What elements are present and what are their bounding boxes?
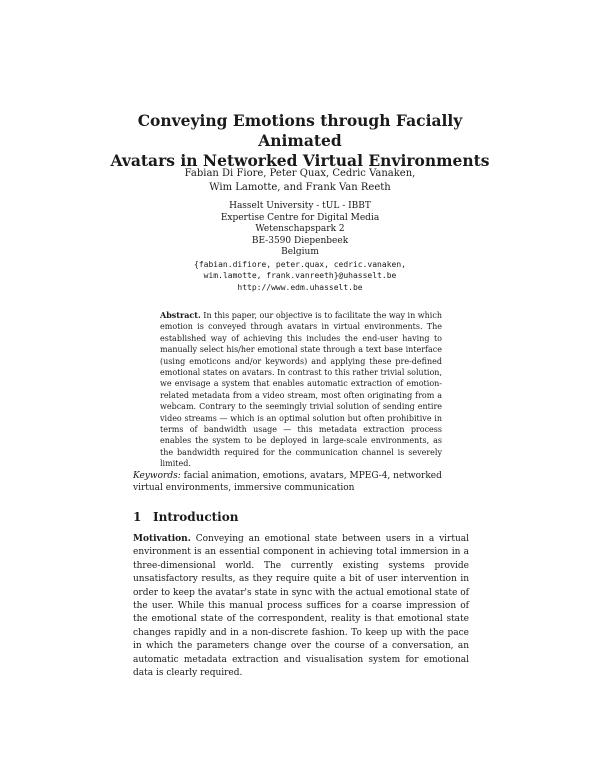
section-title: Introduction bbox=[153, 510, 239, 524]
section-heading bbox=[133, 510, 238, 524]
abstract-text: In this paper, our objective is to facilitate the way in which emotion is conveyed through avatars in virtual environments. The established way of achieving this includes the end-user having to manually select his/her emotional state through a text base interface (using emoticons and/or keywords) and applying these pre-defined emotional states on avatars. In contrast to this rather trivial solution, we envisage a system that enables automatic extraction of emotion-related metadata from a video stream, most often originating from a webcam. Contrary to the seemingly trivial solution of sending entire video streams — which is an optimal solution but often prohibitive in terms of bandwidth usage — this metadata extraction process enables the system to be deployed in large-scale environments, as the bandwidth required for the communication channel is severely limited. bbox=[160, 311, 442, 469]
website-link[interactable]: http://www.edm.uhasselt.be bbox=[237, 282, 363, 292]
keywords-label: Keywords: bbox=[133, 471, 181, 481]
email-line: {fabian.difiore, peter.quax, cedric.vanaken, bbox=[194, 259, 406, 269]
email-line: wim.lamotte, frank.vanreeth}@uhasselt.be bbox=[203, 271, 397, 280]
keywords bbox=[133, 470, 471, 494]
title-line: Avatars in Networked Virtual Environments bbox=[110, 151, 490, 170]
affiliation-line: BE-3590 Diepenbeek bbox=[251, 235, 349, 246]
title-line: Conveying Emotions through Facially Animated bbox=[137, 111, 463, 150]
paragraph-text: Conveying an emotional state between users in a virtual environment is an essential component in achieving total immersion in a three-dimensional world. The currently existing systems provide unsatisfactory results, as they require quite a bit of user intervention in order to keep the avatar's state in sync with the actual emotional state of the user. While this manual process suffices for a coarse impression of the emotional state of the correspondent, reality is that emotional state changes rapidly and in a non-discrete fashion. To keep up with the pace in which the parameters change over the course of a conversation, an automatic metadata extraction and visualisation system for emotional data is clearly required. bbox=[133, 534, 469, 679]
affiliation-line: Expertise Centre for Digital Media bbox=[220, 212, 380, 223]
author-list bbox=[100, 167, 500, 194]
affiliation-line: Wetenschapspark 2 bbox=[255, 224, 345, 234]
affiliation-line: Hasselt University - tUL - IBBT bbox=[229, 201, 371, 211]
paragraph-label: Motivation. bbox=[133, 534, 191, 544]
affiliation-block bbox=[100, 201, 500, 293]
affiliation-line: Belgium bbox=[281, 247, 319, 257]
author-line: Fabian Di Fiore, Peter Quax, Cedric Vanaken, bbox=[184, 168, 416, 179]
keywords-text: facial animation, emotions, avatars, MPEG-4, networked virtual environments, immersive communication bbox=[133, 471, 442, 493]
abstract bbox=[160, 310, 442, 470]
intro-paragraph bbox=[133, 533, 469, 680]
author-line: Wim Lamotte, and Frank Van Reeth bbox=[209, 181, 391, 193]
abstract-label: Abstract. bbox=[160, 310, 201, 320]
paper-title bbox=[100, 111, 500, 171]
section-number: 1 bbox=[133, 510, 142, 524]
